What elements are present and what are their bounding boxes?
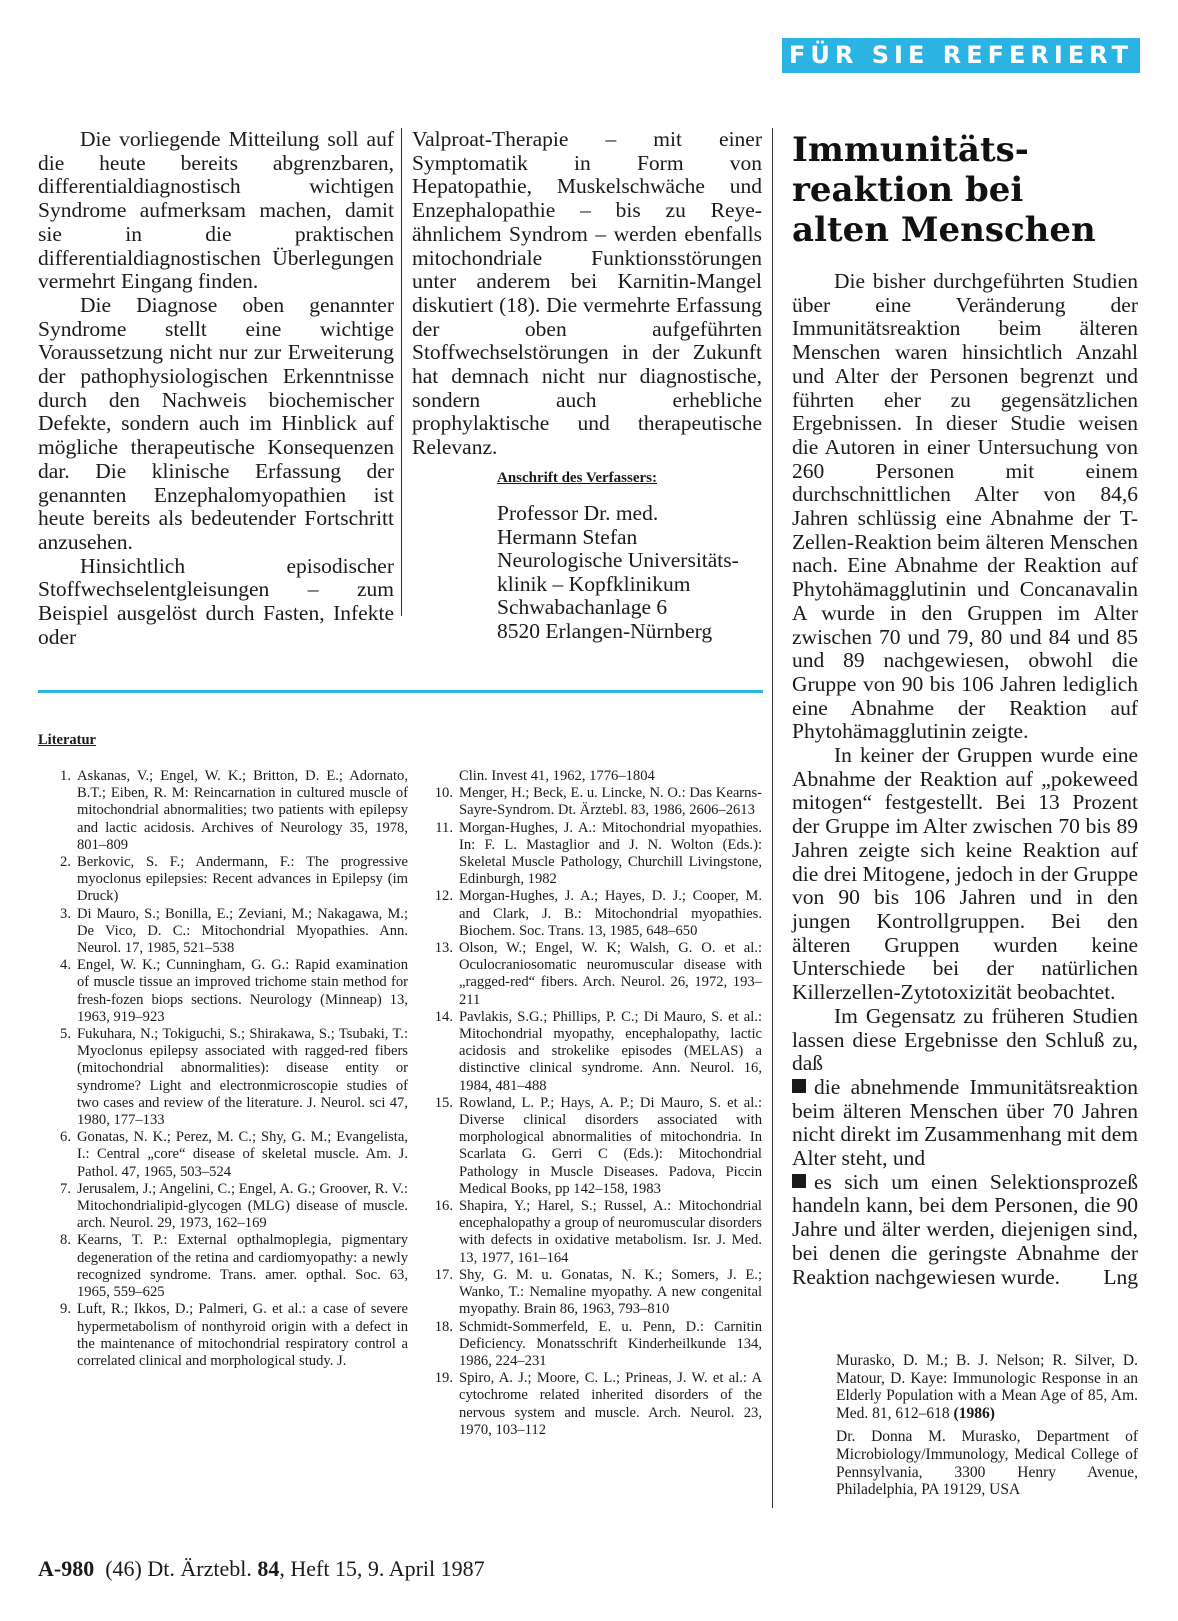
reference-text: Morgan-Hughes, J. A.; Hayes, D. J.; Cooper, M. and Clark, J. B.: Mitochondrial myopathies. Biochem. Soc. Trans. 13, 1985, 648–650 [459, 888, 762, 939]
paragraph: Die vorliegende Mitteilung soll auf die heute bereits abgrenzbaren, differentialdiagnostisch wichtigen Syndrome aufmerksam machen, damit sie in die praktischen differentialdiagnostischen Überlegungen vermehrt Eingang finden. [38, 127, 394, 294]
paragraph: Die bisher durchgeführten Studien über eine Veränderung der Immunitätsreaktion beim älteren Menschen waren hinsichtlich Anzahl und Alter der Personen begrenzt und führten eher zu gegensätzlichen Ergebnissen. In dieser Studie weisen die Autoren in einer Untersuchung von 260 Personen mit einem durchschnittlichen Alter von 84,6 Jahren schlüssig eine Abnahme der T-Zellen-Reaktion beim älteren Menschen nach. Eine Abnahme der Reaktion auf Phytohämagglutinin und Concanavalin A wurde in den Gruppen im Alter zwischen 70 und 79, 80 und 84 und 85 und 89 nachgewiesen, obwohl die Gruppe von 90 bis 106 Jahren lediglich eine Abnahme der Reaktion auf Phytohämagglutinin zeigte. [792, 269, 1138, 744]
reference-number: 2. [60, 854, 71, 871]
reference-text: Jerusalem, J.; Angelini, C.; Engel, A. G.; Groover, R. V.: Mitochondrialipid-glycogen (MLG) disease of muscle. arch. Neurol. 29, 1973, 162–169 [77, 1180, 408, 1232]
paragraph: Hinsichtlich episodischer Stoffwechselentgleisungen – zum Beispiel ausgelöst durch Fasten, Infekte oder [38, 553, 394, 649]
page-number: A-980 [38, 1556, 95, 1581]
reference-text: Olson, W.; Engel, W. K; Walsh, G. O. et al.: Oculocraniosomatic neuromuscular disease with „ragged-red“ fibers. Arch. Neurol. 26, 1972, 193–211 [459, 940, 762, 1008]
square-bullet-icon [792, 1079, 806, 1093]
reference-number: 16. [434, 1198, 453, 1215]
source-citation [836, 1352, 1138, 1505]
reference-item [420, 1267, 762, 1319]
reference-text: Rowland, L. P.; Hays, A. P.; Di Mauro, S. et al.: Diverse clinical disorders associated with morphological abnormalities of mitochondria. In Scarlata G. Gerri C (Eds.): Mitochondrial Pathology in Muscle Diseases. Padova, Piccin Medical Books, pp 142–158, 1983 [459, 1094, 762, 1197]
bullet-item [792, 1076, 1138, 1171]
section-divider [38, 690, 763, 693]
reference-item [420, 888, 762, 940]
reference-number-empty [420, 768, 459, 785]
article-column-2 [412, 128, 762, 460]
address-line: klinik – Kopfklinikum [497, 571, 691, 596]
reference-text: Pavlakis, S.G.; Phillips, P. C.; Di Mauro, S. et al.: Mitochondrial myopathy, encephalopathy, lactic acidosis and strokelike episodes (MELAS) a distinctive clinical syndrome. Ann. Neurol. 16, 1984, 481–488 [459, 1008, 762, 1094]
reference-item [420, 1198, 762, 1267]
reference-text: Morgan-Hughes, J. A.: Mitochondrial myopathies. In: F. L. Mastaglior and J. N. Wolton (Eds.): Skeletal Muscle Pathology, Churchill Livingstone, Edinburgh, 1982 [459, 819, 762, 888]
page-divider [772, 128, 773, 1508]
address-line: 8520 Erlangen-Nürnberg [497, 618, 713, 643]
paragraph: Die Diagnose oben genannter Syndrome stellt eine wichtige Voraussetzung nicht nur zur Erweiterung der pathophysiologischen Erkenntnisse durch den Nachweis biochemischer Defekte, sondern auch im Hinblick auf mögliche therapeutische Konsequenzen dar. Die klinische Erfassung der genannten Enzephalomyopathien ist heute bereits als bedeutender Fortschritt anzusehen. [38, 292, 394, 554]
reference-number: 6. [60, 1129, 71, 1146]
reference-continuation [420, 768, 762, 785]
reference-text: Shapira, Y.; Harel, S.; Russel, A.: Mitochondrial encephalopathy a group of neuromuscular disorders with defects in oxidative metabolism. Isr. J. Med. 13, 1977, 161–164 [459, 1198, 762, 1266]
reference-item [420, 820, 762, 889]
reference-item [38, 1301, 408, 1370]
citation-year: (1986) [953, 1404, 995, 1422]
reference-number: 12. [434, 888, 453, 905]
author-signature: Lng [1103, 1264, 1138, 1289]
literature-heading: Literatur [38, 732, 96, 748]
bullet-text: es sich um einen Selektionsprozeß handeln kann, bei dem Personen, die 90 Jahre und älter werden, diejenigen sind, bei denen die geringste Abnahme der Reaktion nachgewiesen wurde. [792, 1169, 1138, 1289]
reference-number: 3. [60, 905, 71, 922]
reference-list-1 [38, 768, 408, 1370]
reference-item [38, 768, 408, 854]
reference-text: Menger, H.; Beck, E. u. Lincke, N. O.: Das Kearns-Sayre-Syndrom. Dt. Ärztebl. 83, 1986, 2606–2613 [459, 785, 762, 819]
reference-item [38, 1232, 408, 1301]
reference-number: 17. [434, 1266, 453, 1283]
reference-text: Gonatas, N. K.; Perez, M. C.; Shy, G. M.; Evangelista, I.: Central „core“ disease of skeletal muscle. Am. J. Pathol. 47, 1965, 503–524 [77, 1129, 408, 1180]
reference-number: 19. [434, 1370, 453, 1387]
reference-text: Di Mauro, S.; Bonilla, E.; Zeviani, M.; Nakagawa, M.; De Vico, D. C.: Mitochondrial Myopathies. Ann. Neurol. 17, 1985, 521–538 [77, 905, 408, 957]
paragraph: Valproat-Therapie – mit einer Symptomatik in Form von Hepatopathie, Muskelschwäche und Enzephalopathie – bis zu Reye-ähnlichem Syndrom – werden ebenfalls mitochondriale Funktionsstörungen unter anderem bei Karnitin-Mangel diskutiert (18). Die vermehrte Erfassung der oben aufgeführten Stoffwechselstörungen in der Zukunft hat demnach nicht nur diagnostische, sondern auch erhebliche prophylaktische und therapeutische Relevanz. [412, 127, 762, 460]
reference-text: Clin. Invest 41, 1962, 1776–1804 [459, 768, 655, 784]
reference-item [38, 854, 408, 906]
address-line: Schwabachanlage 6 [497, 595, 668, 619]
reference-text: Schmidt-Sommerfeld, E. u. Penn, D.: Carnitin Deficiency. Monatsschrift Kinderheilkunde 134, 1986, 224–231 [459, 1318, 762, 1369]
reference-number: 18. [434, 1318, 453, 1335]
reference-number: 14. [434, 1008, 453, 1025]
square-bullet-icon [792, 1174, 806, 1188]
reference-number: 5. [60, 1026, 71, 1043]
address-line: Professor Dr. med. [497, 501, 659, 525]
section-banner: FÜR SIE REFERIERT [782, 38, 1140, 73]
reference-item [420, 1319, 762, 1371]
right-article-body [792, 270, 1138, 1289]
reference-number: 4. [60, 957, 71, 974]
reference-text: Luft, R.; Ikkos, D.; Palmeri, G. et al.: a case of severe hypermetabolism of nonthyroid origin with a defect in the maintenance of mitochondrial respiratory control a correlated clinical and morphological study. J. [77, 1301, 408, 1369]
reference-item [420, 940, 762, 1009]
reference-item [38, 1026, 408, 1129]
reference-number: 7. [60, 1180, 71, 1197]
citation-text [836, 1352, 1138, 1422]
reference-text: Fukuhara, N.; Tokiguchi, S.; Shirakawa, S.; Tsubaki, T.: Myoclonus epilepsy associated with ragged-red fibers (mitochondrial abnormalities): disease entity or syndrome? Light and electronmicroscopie studies of two cases and review of the literature. J. Neurol. sci 47, 1980, 177–133 [77, 1026, 408, 1129]
reference-item [420, 1009, 762, 1095]
journal-name: (46) Dt. Ärztebl. [105, 1556, 252, 1581]
author-address [497, 502, 777, 643]
address-line: Hermann Stefan [497, 524, 638, 549]
paragraph: Im Gegensatz zu früheren Studien lassen diese Ergebnisse den Schluß zu, daß [792, 1003, 1138, 1076]
reference-number: 9. [60, 1301, 71, 1318]
citation-body: Murasko, D. M.; B. J. Nelson; R. Silver, D. Matour, D. Kaye: Immunologic Response in an Elderly Population with a Mean Age of 85, Am. Med. 81, 612–618 [836, 1352, 1138, 1422]
bullet-item [792, 1171, 1138, 1290]
page-footer [38, 1556, 485, 1582]
reference-item [38, 957, 408, 1026]
contact-text: Dr. Donna M. Murasko, Department of Microbiology/Immunology, Medical College of Pennsylvania, 3300 Henry Avenue, Philadelphia, PA 19129, USA [836, 1428, 1138, 1499]
reference-item [38, 1129, 408, 1181]
article-column-1 [38, 128, 394, 649]
address-line: Neurologische Universitäts- [497, 548, 739, 572]
journal-volume: 84 [257, 1556, 280, 1581]
reference-list-2 [420, 768, 762, 1439]
reference-number: 15. [434, 1094, 453, 1111]
reference-number: 8. [60, 1232, 71, 1249]
bullet-text: die abnehmende Immunitätsreaktion beim älteren Menschen über 70 Jahren nicht direkt im Zusammenhang mit dem Alter steht, und [792, 1074, 1138, 1171]
journal-issue: , Heft 15, 9. April 1987 [279, 1556, 485, 1581]
reference-text: Engel, W. K.; Cunningham, G. G.: Rapid examination of muscle tissue an improved trichome stain method for fresh-fozen biops sections. Neurology (Minneap) 13, 1963, 919–923 [77, 957, 408, 1025]
reference-item [420, 1095, 762, 1198]
reference-text: Berkovic, S. F.; Andermann, F.: The progressive myoclonus epilepsies: Recent advances in Epilepsy (im Druck) [77, 854, 408, 905]
reference-text: Kearns, T. P.: External opthalmoplegia, pigmentary degeneration of the retina and cardiomyopathy: a newly recognized syndrome. Trans. amer. opthal. Soc. 63, 1965, 559–625 [77, 1232, 408, 1301]
reference-item [38, 906, 408, 958]
reference-item [38, 1181, 408, 1233]
reference-number: 11. [435, 819, 453, 836]
reference-text: Askanas, V.; Engel, W. K.; Britton, D. E.; Adornato, B.T.; Eiben, R. M: Reincarnation in cultured muscle of mitochondrial abnormalities; two patients with epilepsy and lactic acidosis. Archives of Neurology 35, 1978, 801–809 [77, 768, 408, 853]
reference-number: 1. [60, 768, 71, 784]
reference-text: Spiro, A. J.; Moore, C. L.; Prineas, J. W. et al.: A cytochrome related inherited disorders of the nervous system and muscle. Arch. Neurol. 23, 1970, 103–112 [459, 1370, 762, 1438]
reference-item [420, 785, 762, 819]
article-title: Immunitäts-reaktion bei alten Menschen [792, 130, 1096, 250]
paragraph: In keiner der Gruppen wurde eine Abnahme der Reaktion auf „pokeweed mitogen“ festgestellt. Bei 13 Prozent der Gruppe im Alter zwischen 70 bis 89 Jahren zeigte sich keine Reaktion auf die drei Mitogene, jedoch in der Gruppe von 90 bis 106 Jahren und in den jungen Kontrollgruppen. Bei den älteren Gruppen wurden keine Unterschiede bei der natürlichen Killerzellen-Zytotoxizität beobachtet. [792, 743, 1138, 1005]
reference-item [420, 1370, 762, 1439]
reference-number: 13. [434, 940, 453, 957]
column-divider [401, 128, 402, 616]
address-heading: Anschrift des Verfassers: [497, 470, 657, 486]
reference-text: Shy, G. M. u. Gonatas, N. K.; Somers, J. E.; Wanko, T.: Nemaline myopathy. A new congenital myopathy. Brain 86, 1963, 793–810 [459, 1266, 762, 1318]
reference-number: 10. [434, 785, 453, 802]
